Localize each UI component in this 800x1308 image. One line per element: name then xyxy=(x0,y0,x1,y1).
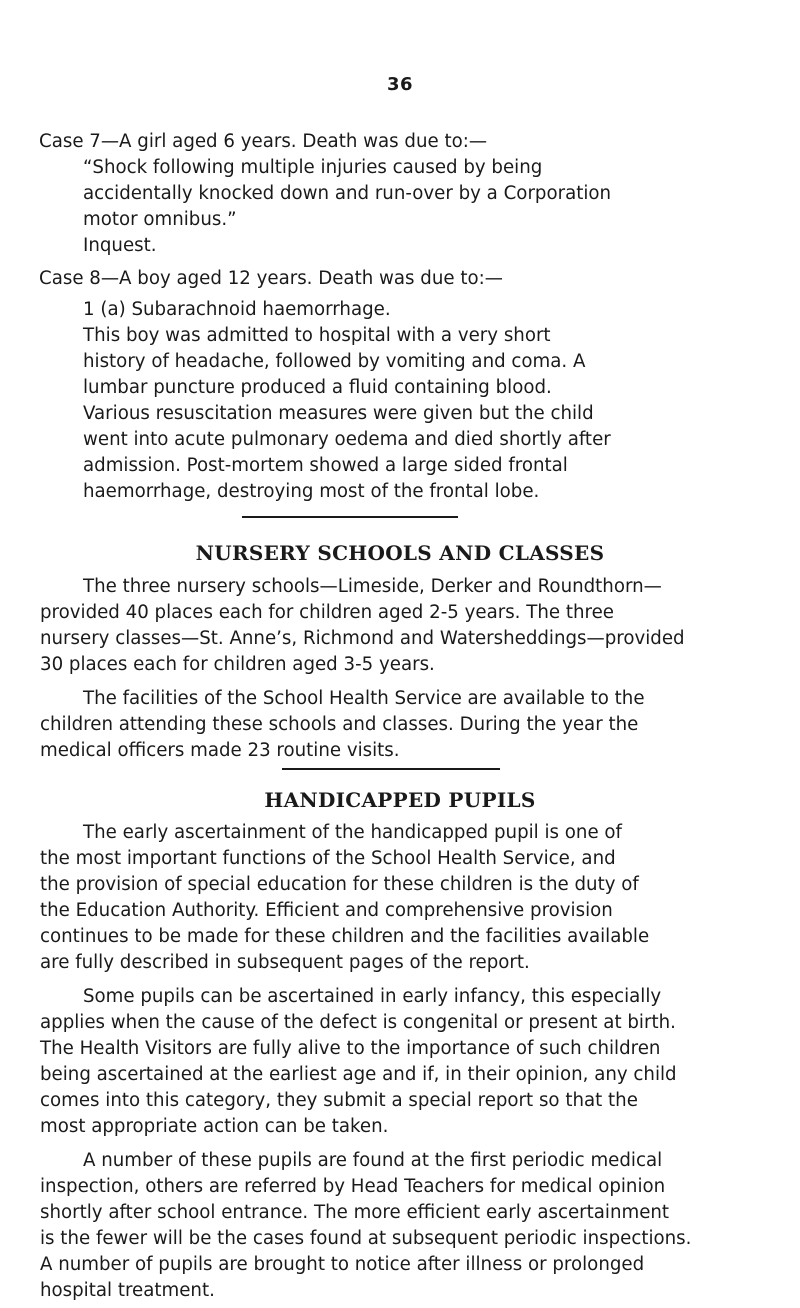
paragraph-line: provided 40 places each for children aged 2-5 years. The three xyxy=(40,602,614,623)
paragraph-line: most appropriate action can be taken. xyxy=(40,1116,389,1137)
case-8-line: haemorrhage, destroying most of the frontal lobe. xyxy=(83,481,540,502)
case-8-line: history of headache, followed by vomiting and coma. A xyxy=(83,351,586,372)
paragraph-line: children attending these schools and classes. During the year the xyxy=(40,714,639,735)
case-8-heading: Case 8—A boy aged 12 years. Death was due to:— xyxy=(39,268,503,289)
paragraph-line: is the fewer will be the cases found at subsequent periodic inspections. xyxy=(40,1228,692,1249)
paragraph-line: The facilities of the School Health Service are available to the xyxy=(83,688,645,709)
case-7-line: “Shock following multiple injuries caused by being xyxy=(83,157,543,178)
paragraph-line: A number of these pupils are found at the first periodic medical xyxy=(83,1150,663,1171)
section-divider xyxy=(282,768,500,770)
paragraph-line: Some pupils can be ascertained in early infancy, this especially xyxy=(83,986,662,1007)
case-8-line: admission. Post-mortem showed a large sided frontal xyxy=(83,455,568,476)
paragraph-line: A number of pupils are brought to notice after illness or prolonged xyxy=(40,1254,645,1275)
paragraph-line: shortly after school entrance. The more efficient early ascertainment xyxy=(40,1202,670,1223)
paragraph-line: the most important functions of the School Health Service, and xyxy=(40,848,616,869)
paragraph-line: hospital treatment. xyxy=(40,1280,215,1301)
case-7-heading: Case 7—A girl aged 6 years. Death was due to:— xyxy=(39,131,488,152)
paragraph-line: inspection, others are referred by Head Teachers for medical opinion xyxy=(40,1176,666,1197)
case-8-line: 1 (a) Subarachnoid haemorrhage. xyxy=(83,299,391,320)
paragraph-line: The Health Visitors are fully alive to the importance of such children xyxy=(40,1038,661,1059)
case-7-line: Inquest. xyxy=(83,235,157,256)
paragraph-line: comes into this category, they submit a special report so that the xyxy=(40,1090,638,1111)
case-8-line: lumbar puncture produced a fluid containing blood. xyxy=(83,377,552,398)
paragraph-line: are fully described in subsequent pages of the report. xyxy=(40,952,530,973)
case-8-line: This boy was admitted to hospital with a very short xyxy=(83,325,551,346)
section-divider xyxy=(242,516,458,518)
paragraph-line: the Education Authority. Efficient and comprehensive provision xyxy=(40,900,613,921)
paragraph-line: being ascertained at the earliest age and if, in their opinion, any child xyxy=(40,1064,677,1085)
paragraph-line: The three nursery schools—Limeside, Derker and Roundthorn— xyxy=(83,576,662,597)
paragraph-line: continues to be made for these children and the facilities available xyxy=(40,926,650,947)
nursery-section-title: NURSERY SCHOOLS AND CLASSES xyxy=(195,541,605,565)
case-7-line: accidentally knocked down and run-over by a Corporation xyxy=(83,183,612,204)
paragraph-line: applies when the cause of the defect is congenital or present at birth. xyxy=(40,1012,676,1033)
case-7-line: motor omnibus.” xyxy=(83,209,237,230)
case-8-line: went into acute pulmonary oedema and died shortly after xyxy=(83,429,611,450)
page-number: 36 xyxy=(386,74,414,95)
paragraph-line: The early ascertainment of the handicapped pupil is one of xyxy=(83,822,622,843)
paragraph-line: medical officers made 23 routine visits. xyxy=(40,740,400,761)
paragraph-line: 30 places each for children aged 3-5 years. xyxy=(40,654,435,675)
handicapped-section-title: HANDICAPPED PUPILS xyxy=(264,788,536,812)
paragraph-line: nursery classes—St. Anne’s, Richmond and Watersheddings—provided xyxy=(40,628,685,649)
case-8-line: Various resuscitation measures were given but the child xyxy=(83,403,594,424)
paragraph-line: the provision of special education for these children is the duty of xyxy=(40,874,639,895)
